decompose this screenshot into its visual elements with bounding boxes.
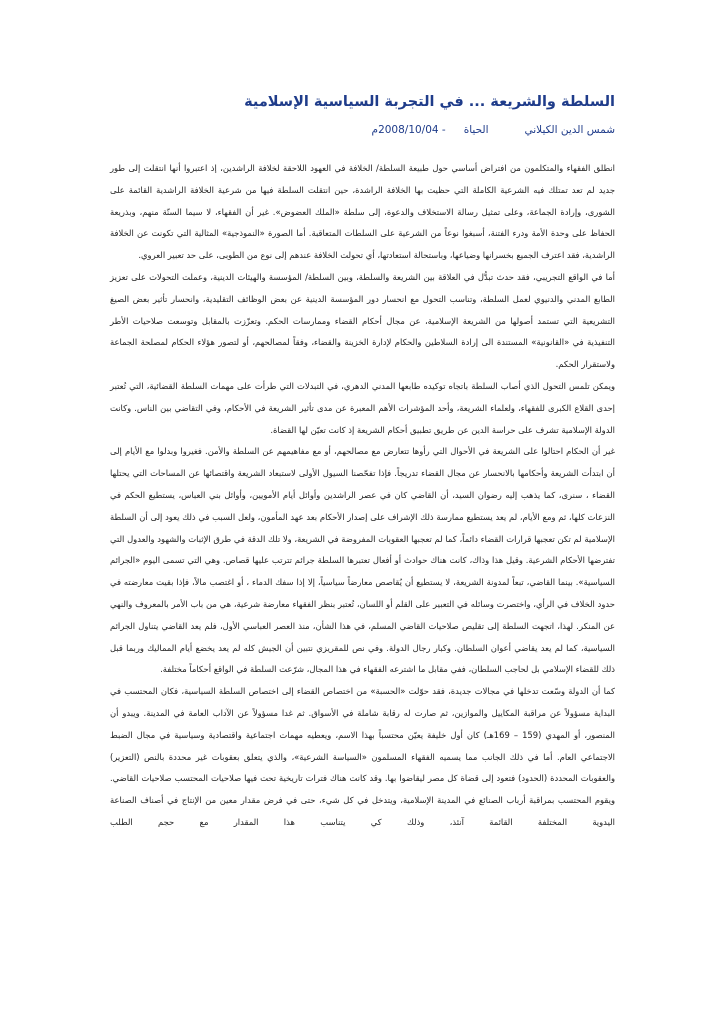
paragraph: ويمكن تلمس التحول الذي أصاب السلطة باتجاه توكيده طابعها المدني الدهري، في التبدلات التي طرأت على مهمات السلطة القضائية، التي تُعتبر إحدى القلاع الكبرى للفقهاء، ولعلماء الشريعة، وأحد المؤشرات الأهم المعبرة عن مدى تأثير الشريعة في الأحكام، وفي التقاضي بين الناس. وكانت الدولة الإسلامية تشرف على حراسة الدين عن طريق تطبيق أحكام الشريعة إذ كانت تعيّن لها القضاة. [110, 380, 615, 435]
paragraph: انطلق الفقهاء والمتكلمون من افتراض أساسي حول طبيعة السلطة/ الخلافة في العهود اللاحقة لخلافة الراشدين، إذ اعتبروا أنها انتقلت إلى طور جديد لم تعد تمتلك فيه الشرعية الكاملة التي حظيت بها الخلافة الراشدة، حين انتقلت السلطة فيها من شرعية الخلافة الراشدية القائمة على الشورى، وإرادة الجماعة، وعلى تمثيل رسالة الاستخلاف والدعوة، إلى سلطة «الملك العضوض». غير أن الفقهاء، لا سيما السنّة منهم، وبذريعة الحفاظ على وحدة الأمة ودرء الفتنة، أسبغوا نوعاً من الشرعية على السلطات المتعاقبة. أما الصورة «النموذجية» المثالية التي تكونت عن الخلافة الراشدية، فقد اعترف الجميع بخسرانها وضياعها، وباستحالة استعادتها، أي تحولت الخلافة عندهم إلى نوع من الطوبى، على حد تعبير العروي. [110, 163, 615, 261]
paragraph: أما في الواقع التجريبي، فقد حدث تبدُّل في العلاقة بين الشريعة والسلطة، وبين السلطة/ المؤسسة والهيئات الدينية، وعملت التحولات على تعزيز الطابع المدني والدنيوي لعمل السلطة، وتناسب التحول مع انحسار دور المؤسسة الدينية عن بعض الوظائف التقليدية، وانحسار تأثير بعض الصيغ التشريعية التي تستمد أصولها من الشريعة الإسلامية، عن مجال أحكام القضاء وممارسات الحكم. وتعزّزت بالمقابل وتوسعت صلاحيات الأطر التنفيذية في «القانونية» المستندة الى إرادة السلاطين والحكام لإدارة الخزينة والقضاء، وفقاً لمصالحهم، أو لتصور هؤلاء الحكام لمصلحة الجماعة ولاستقرار الحكم. [110, 271, 615, 370]
paragraph: كما أن الدولة وسّعت تدخلها في مجالات جديدة، فقد حوّلت «الحسبة» من اختصاص القضاء إلى اختصاص السلطة السياسية، فكان المحتسب في البداية مسؤولاً عن مراقبة المكاييل والموازين، ثم صارت له رقابة شاملة في الأسواق. ثم غدا مسؤولاً عن الآداب العامة في المدينة. ويبدو أن المنصور، أو المهدي (159 – 169هـ) كان أول خليفة يعيّن محتسباً بهذا الاسم، ويعطيه مهمات اجتماعية واقتصادية وسياسية في مجال الضبط الاجتماعي العام. أما في ذلك الجانب مما يسميه الفقهاء المسلمون «السياسة الشرعية»، والذي يتعلق بعقوبات غير محددة بالنص (التعزير) والعقوبات المحددة (الحدود) فتعود إلى قضاة كل مصر ليقاضوا بها. وقد كانت هناك فترات تاريخية تحت فيها صلاحيات المحتسب صلاحيات القاضي. ويقوم المحتسب بمراقبة أرباب الصنائع في المدينة الإسلامية، ويتدخل في كل شيء، حتى في فرض مقدار معين من الإنتاج في أصناف الصناعة اليدوية المختلفة القائمة آنئذ، وذلك كي يتناسب هذا المقدار مع حجم الطلب [110, 686, 615, 827]
author-name: شمس الدين الكيلاني [524, 124, 615, 136]
article-body [110, 158, 615, 834]
publish-date: - 2008/10/04م [371, 124, 446, 136]
article-title: السلطة والشريعة ... في التجربة السياسية الإسلامية [244, 94, 615, 110]
paragraph: غير أن الحكام احتالوا على الشريعة في الأحوال التي رأوها تتعارض مع مصالحهم، أو مع مفاهيمهم عن السلطة والأمن. فغيروا وبدلوا مع الأيام إلى أن ابتدأت الشريعة وأحكامها بالانحسار عن مجال القضاء تدريجاً. فإذا تفحّصنا السيول الأولى لاستبعاد الشريعة واقتصائها عن المساحات التي يحتلها القضاء ، سنرى، كما يذهب إليه رضوان السيد، أن القاضي كان في عصر الراشدين وأوائل أيام الأمويين، وأوائل بني العباس، يستطيع الحكم في النزعات كلها، ثم ومع الأيام، لم يعد يستطيع ممارسة ذلك الإشراف على إصدار الأحكام بعد عهد المأمون، ولعل السبب في ذلك يعود إلى أن السلطة الإسلامية لم تكن تعجبها قرارات القضاء دائماً، كما لم تعجبها العقوبات المفروضة في الشريعة، ولا تلك الدقة في طرق الإثبات والشهود والعدول التي تفترضها الأحكام الشرعية. وقيل هذا وذاك، كانت هناك حوادث أو أفعال تعتبرها السلطة جرائم تترتب عليها قصاص. وهي التي تسمى اليوم «الجرائم السياسية». بينما القاضي، تبعاً لمدونة الشريعة، لا يستطيع أن يُقاصص معارضاً سياسياً، إلا إذا سفك الدماء ، أو اغتصب مالاً، فإذا بقيت معارضته في حدود الخلاف في الرأي، واختصرت وسائله في التعبير على القلم أو اللسان، تُعتبر بنظر الفقهاء معارضة شرعية، هي من باب الأمر بالمعروف والنهي عن المنكر. لهذا، اتجهت السلطة إلى تقليص صلاحيات القاضي المسلم، في هذا الشأن، منذ العصر العباسي الأول، فلم يعد القاضي يتناول الجرائم السياسية، كما لم يعد يقاضي أعوان السلطان. وكبار رجال الدولة. وفي نص للمقريزي نتبين أن الجيش كله لم يعد يخضع أيام المماليك وربما قبل ذلك للقضاء الإسلامي بل لحاجب السلطان، ففي مقابل ما اشترعه الفقهاء في هذا المجال، شرّعت السلطة في الواقع أحكاماً مختلفة. [110, 446, 615, 675]
source-name: الحياة [463, 124, 489, 136]
article-byline [372, 124, 615, 136]
